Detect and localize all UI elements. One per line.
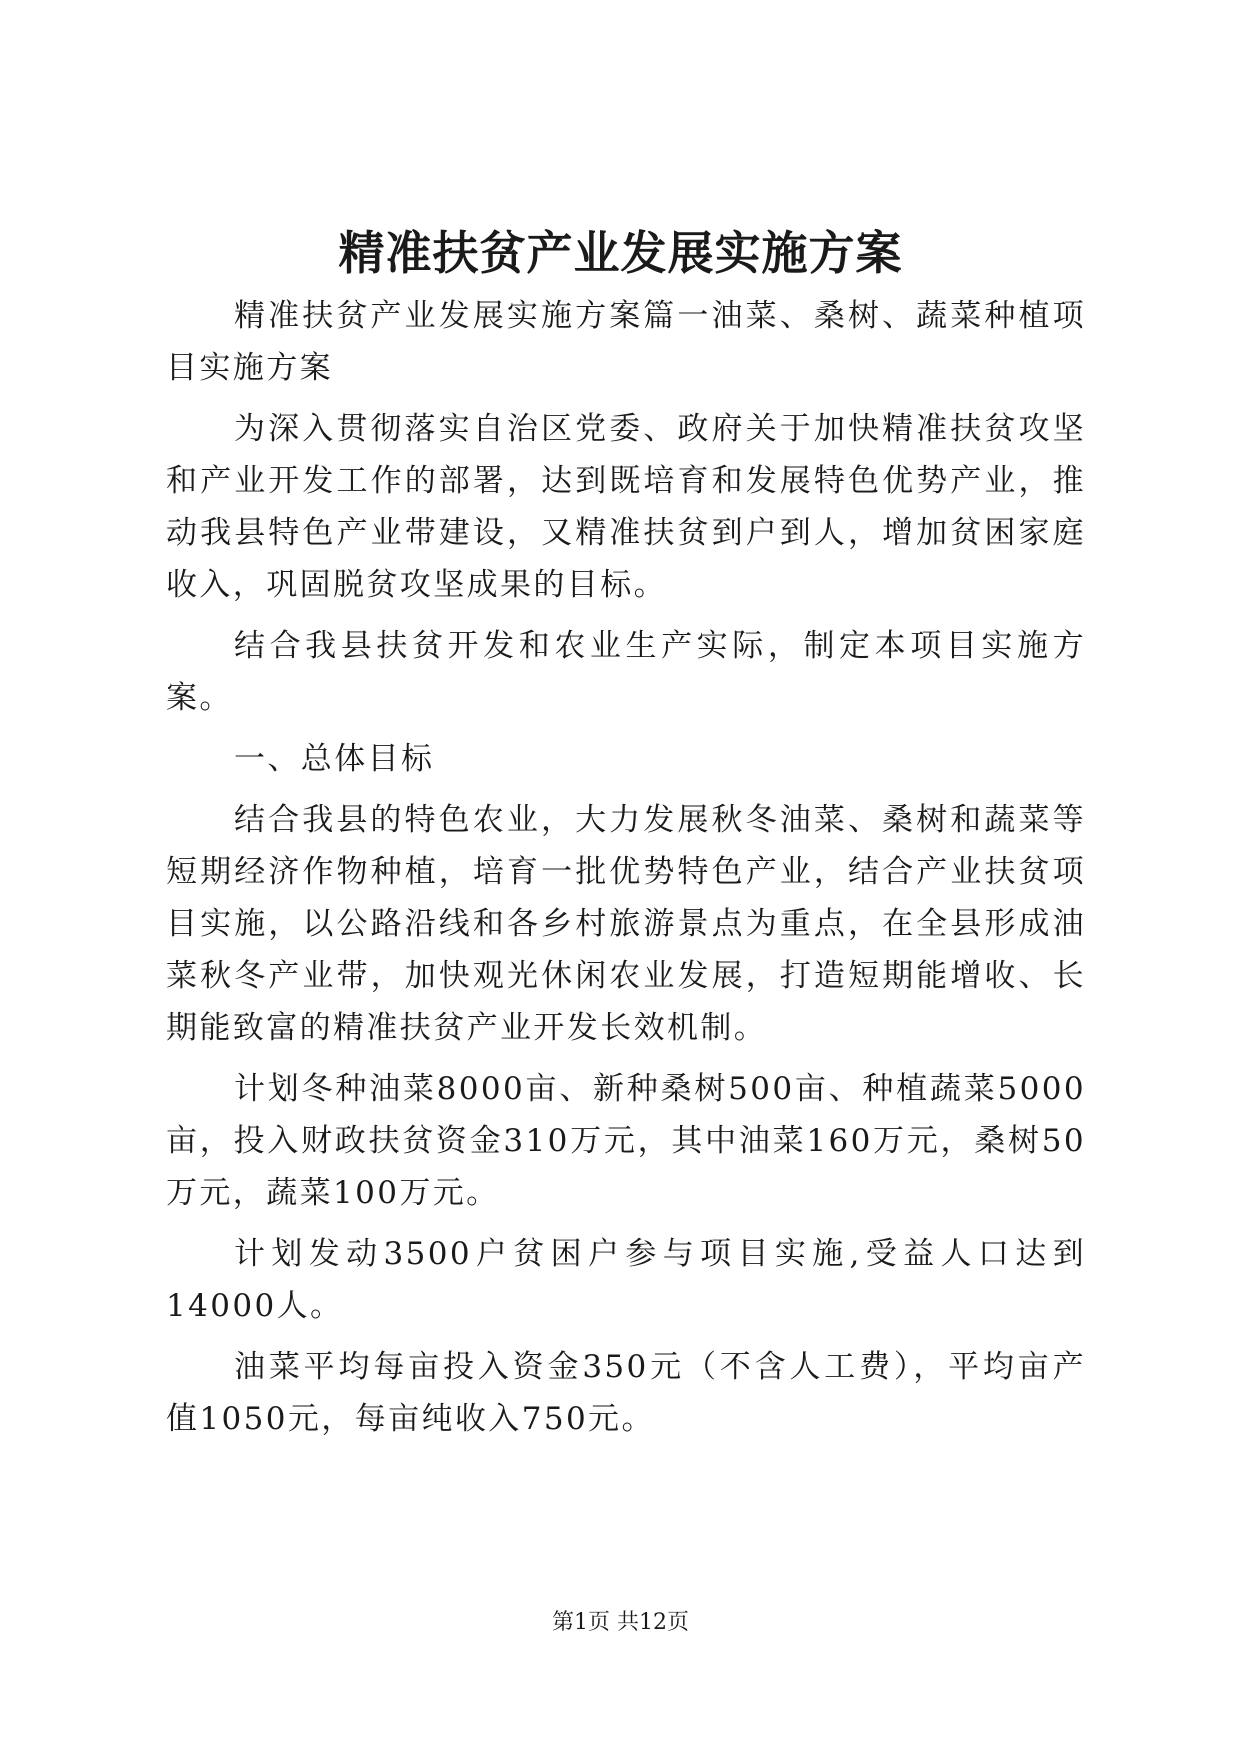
paragraph-combine: 结合我县扶贫开发和农业生产实际，制定本项目实施方案。 — [166, 628, 1086, 716]
page-footer: 第1页 共12页 — [552, 1610, 689, 1635]
paragraph-intro: 精准扶贫产业发展实施方案篇一油菜、桑树、蔬菜种植项目实施方案 — [166, 298, 1086, 386]
paragraph-plan-planting: 计划冬种油菜8000亩、新种桑树500亩、种植蔬菜5000亩，投入财政扶贫资金310万元，其中油菜160万元，桑树50万元，蔬菜100万元。 — [166, 1071, 1086, 1211]
paragraph-purpose: 为深入贯彻落实自治区党委、政府关于加快精准扶贫攻坚和产业开发工作的部署，达到既培育和发展特色优势产业，推动我县特色产业带建设，又精准扶贫到户到人，增加贫困家庭收入，巩固脱贫攻坚成果的目标。 — [166, 411, 1086, 603]
document-title: 精准扶贫产业发展实施方案 — [338, 226, 903, 280]
document-body — [166, 290, 1086, 1454]
section-heading-overall-goal: 一、总体目标 — [234, 741, 435, 777]
paragraph-goal-detail: 结合我县的特色农业，大力发展秋冬油菜、桑树和蔬菜等短期经济作物种植，培育一批优势特色产业，结合产业扶贫项目实施，以公路沿线和各乡村旅游景点为重点，在全县形成油菜秋冬产业带，加快观光休闲农业发展，打造短期能增收、长期能致富的精准扶贫产业开发长效机制。 — [166, 802, 1086, 1046]
paragraph-plan-households: 计划发动3500户贫困户参与项目实施,受益人口达到14000人。 — [166, 1236, 1086, 1324]
paragraph-rapeseed-income: 油菜平均每亩投入资金350元（不含人工费），平均亩产值1050元，每亩纯收入750元。 — [166, 1349, 1086, 1437]
